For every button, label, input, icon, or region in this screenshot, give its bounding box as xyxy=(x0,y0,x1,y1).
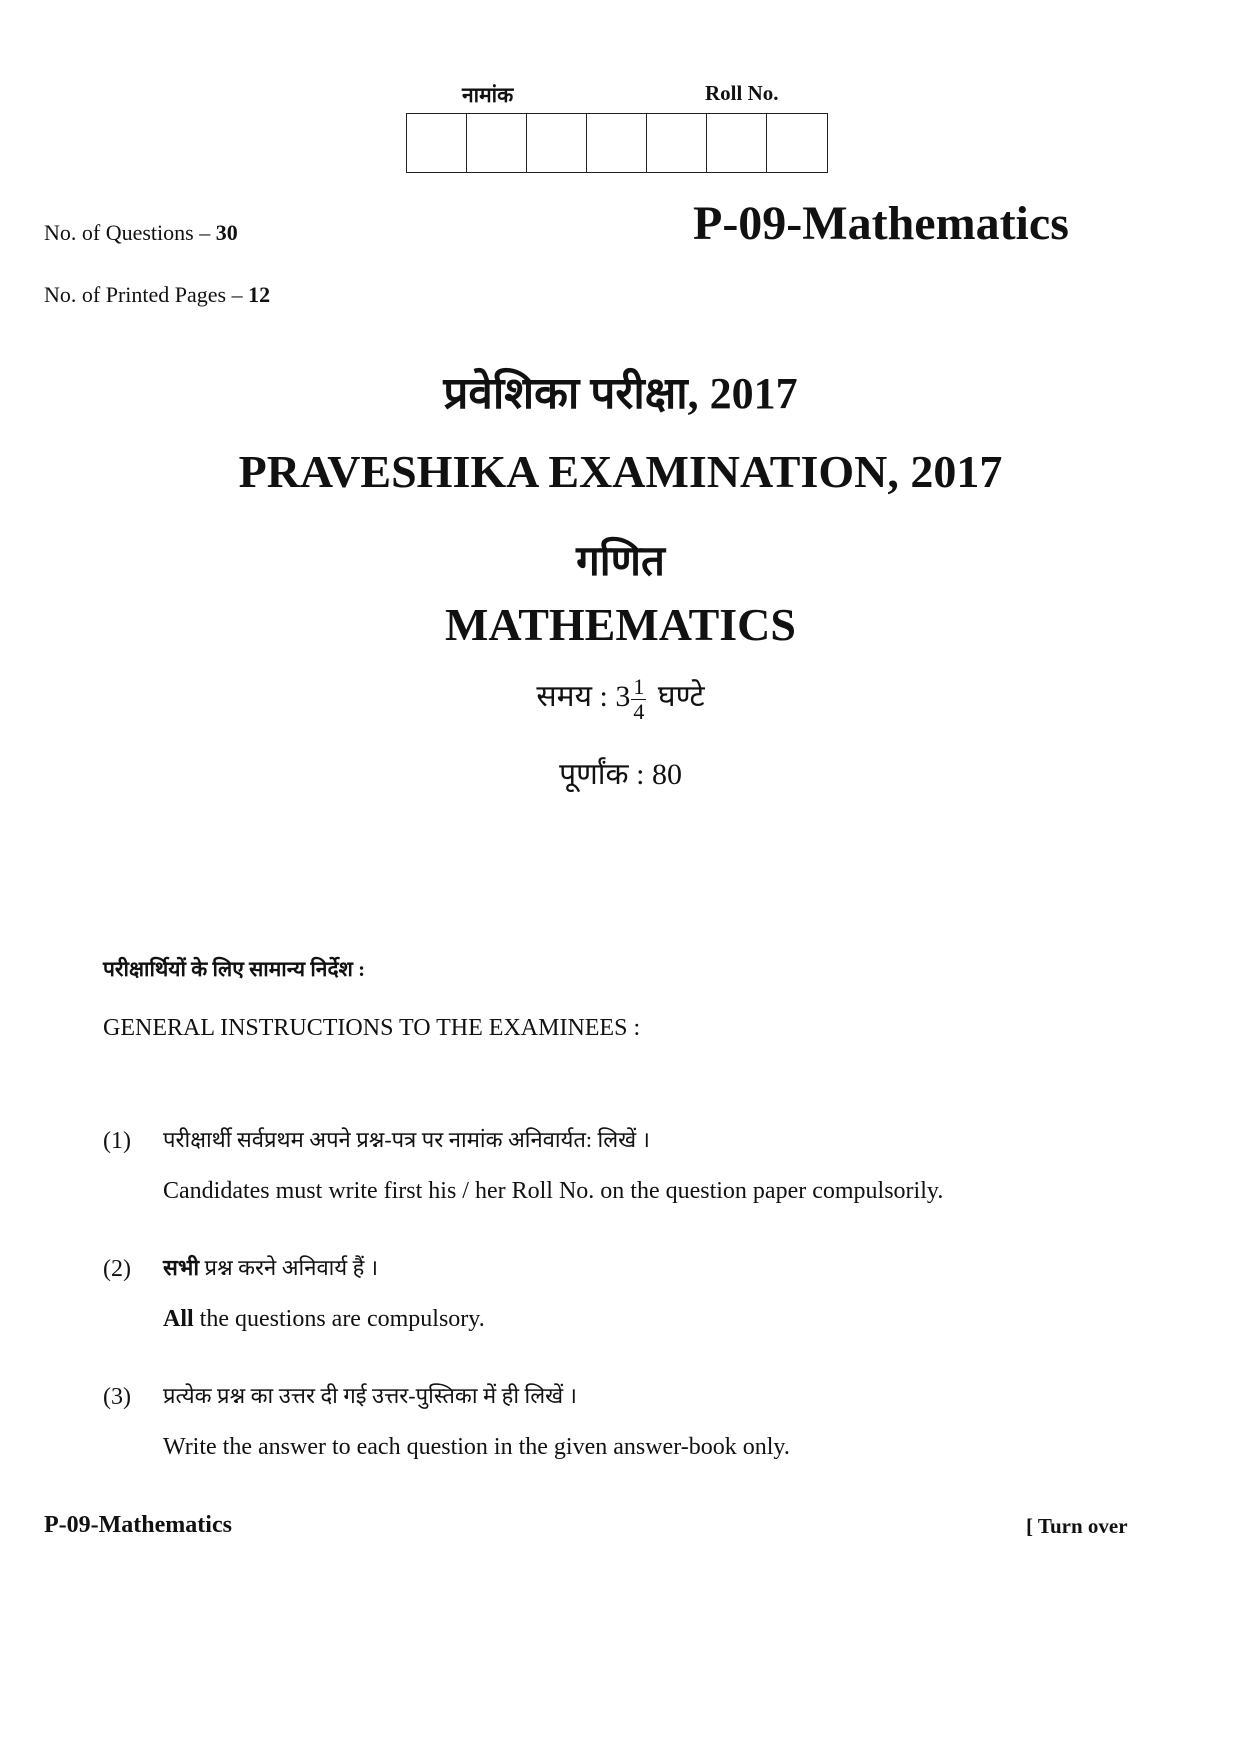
instruction-number: (3) xyxy=(103,1384,131,1410)
roll-digit-box[interactable] xyxy=(767,114,827,172)
question-count xyxy=(44,220,238,246)
instruction-hindi xyxy=(163,1252,378,1282)
instruction-english: Write the answer to each question in the given answer-book only. xyxy=(163,1434,790,1460)
instruction-english-bold: All xyxy=(163,1306,194,1332)
roll-label-hindi: नामांक xyxy=(462,83,514,107)
roll-digit-box[interactable] xyxy=(647,114,707,172)
roll-digit-box[interactable] xyxy=(527,114,587,172)
printed-pages-value: 12 xyxy=(248,282,271,307)
instruction-english: Candidates must write first his / her Roll No. on the question paper compulsorily. xyxy=(163,1178,944,1204)
roll-digit-box[interactable] xyxy=(587,114,647,172)
instructions-heading-hindi: परीक्षार्थियों के लिए सामान्य निर्देश : xyxy=(103,957,366,981)
turn-over-note: [ Turn over xyxy=(1026,1514,1128,1538)
time-numerator: 1 xyxy=(633,673,645,699)
roll-digit-box[interactable] xyxy=(467,114,527,172)
marks-value: 80 xyxy=(651,758,682,791)
roll-digit-box[interactable] xyxy=(707,114,767,172)
maximum-marks xyxy=(0,752,1241,793)
instruction-hindi-rest: प्रश्न करने अनिवार्य हैं । xyxy=(199,1255,379,1280)
printed-pages xyxy=(44,282,270,308)
time-fraction xyxy=(631,673,646,724)
time-allowed xyxy=(0,674,1241,723)
exam-title-english: PRAVESHIKA EXAMINATION, 2017 xyxy=(238,446,1003,497)
paper-code: P-09-Mathematics xyxy=(693,197,1069,250)
question-count-value: 30 xyxy=(215,220,238,245)
printed-pages-label: No. of Printed Pages – xyxy=(44,282,243,307)
instruction-english xyxy=(163,1306,485,1333)
time-label: समय : xyxy=(536,680,608,713)
footer-paper-code: P-09-Mathematics xyxy=(44,1512,232,1538)
instruction-number: (2) xyxy=(103,1256,131,1282)
time-unit: घण्टे xyxy=(657,680,705,713)
marks-label: पूर्णांक : xyxy=(559,758,645,791)
roll-number-boxes[interactable] xyxy=(406,113,828,173)
exam-title-hindi: प्रवेशिका परीक्षा, 2017 xyxy=(443,369,798,418)
time-denominator: 4 xyxy=(633,698,645,724)
roll-label-english: Roll No. xyxy=(705,81,779,105)
instruction-hindi: परीक्षार्थी सर्वप्रथम अपने प्रश्न-पत्र पर नामांक अनिवार्यत: लिखें । xyxy=(163,1127,650,1152)
time-whole: 3 xyxy=(615,680,631,713)
instruction-hindi: प्रत्येक प्रश्न का उत्तर दी गई उत्तर-पुस्तिका में ही लिखें । xyxy=(163,1383,577,1408)
subject-english: MATHEMATICS xyxy=(445,599,796,650)
instructions-heading-english: GENERAL INSTRUCTIONS TO THE EXAMINEES : xyxy=(103,1015,641,1041)
instruction-number: (1) xyxy=(103,1128,131,1154)
question-count-label: No. of Questions – xyxy=(44,220,211,245)
instruction-english-rest: the questions are compulsory. xyxy=(193,1306,485,1332)
instruction-hindi-bold: सभी xyxy=(163,1255,200,1280)
roll-digit-box[interactable] xyxy=(407,114,467,172)
subject-hindi: गणित xyxy=(576,539,665,585)
